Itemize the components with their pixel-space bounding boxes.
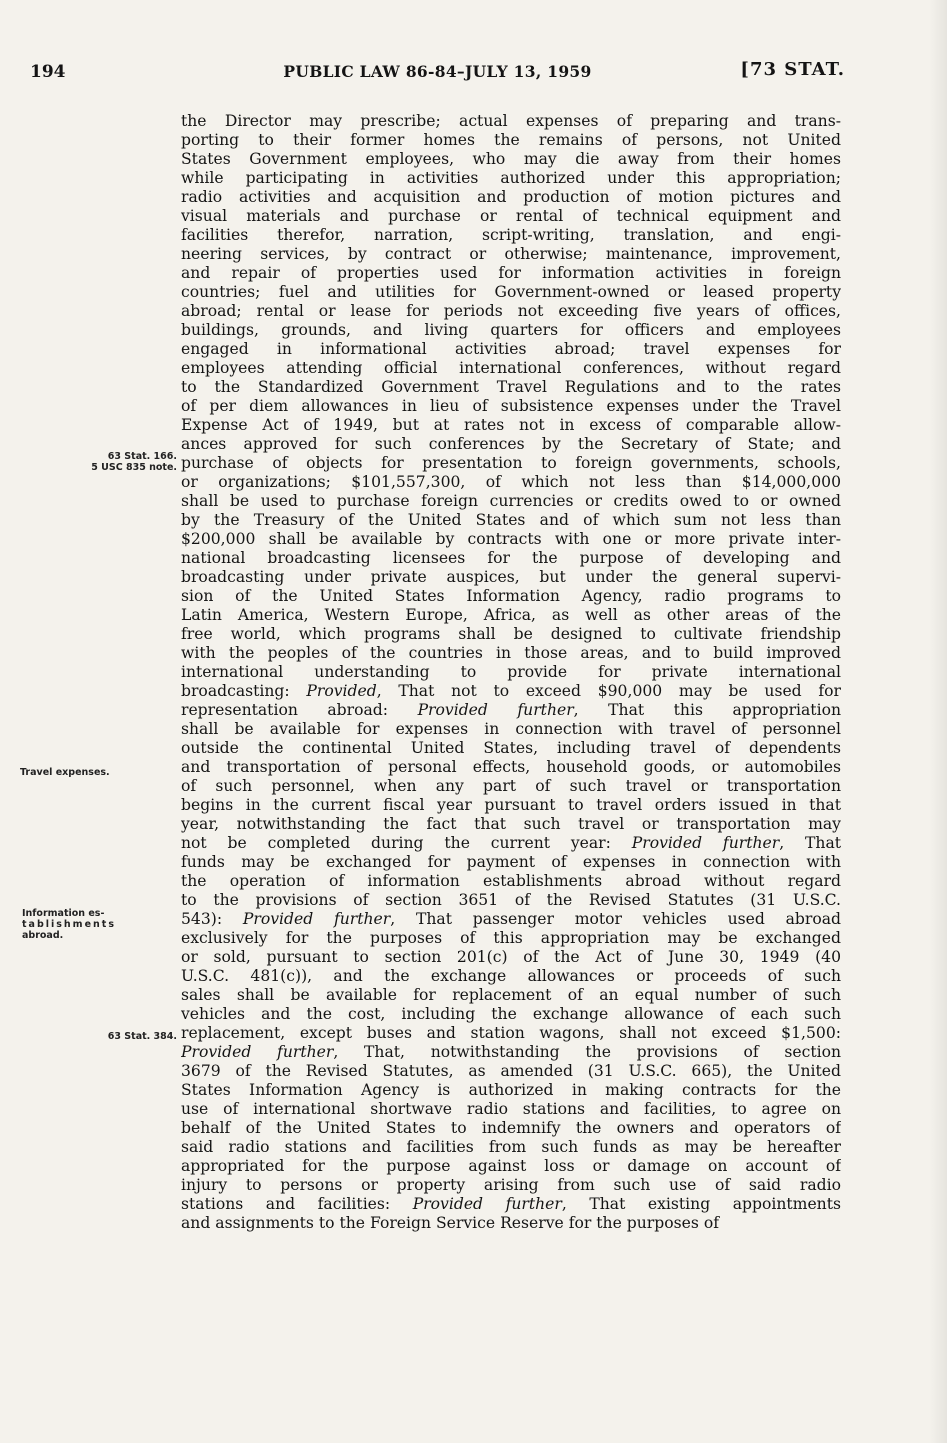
body-line: of such personnel, when any part of such travel or transportation bbox=[181, 777, 841, 795]
body-line: funds may be exchanged for payment of expenses in connection with bbox=[181, 853, 841, 871]
body-line: sion of the United States Information Agency, radio programs to bbox=[181, 587, 841, 605]
margin-note-line: 63 Stat. 384. bbox=[107, 1031, 177, 1042]
body-line: exclusively for the purposes of this appropriation may be exchanged bbox=[181, 929, 841, 947]
body-line: Latin America, Western Europe, Africa, as well as other areas of the bbox=[181, 606, 841, 624]
body-line: States Information Agency is authorized in making contracts for the bbox=[181, 1081, 841, 1099]
body-line: $200,000 shall be available by contracts with one or more private inter- bbox=[181, 530, 841, 548]
body-line: neering services, by contract or otherwise; maintenance, improvement, bbox=[181, 245, 841, 263]
margin-note-travel-expenses bbox=[20, 767, 195, 778]
body-line: free world, which programs shall be designed to cultivate friendship bbox=[181, 625, 841, 643]
body-line: the Director may prescribe; actual expenses of preparing and trans- bbox=[181, 112, 841, 130]
statute-body-text bbox=[181, 112, 841, 1233]
body-line: radio activities and acquisition and production of motion pictures and bbox=[181, 188, 841, 206]
body-line: 3679 of the Revised Statutes, as amended (31 U.S.C. 665), the United bbox=[181, 1062, 841, 1080]
body-line: representation abroad: Provided further, That this appropriation bbox=[181, 701, 841, 719]
body-line: international understanding to provide for private international bbox=[181, 663, 841, 681]
body-line: or organizations; $101,557,300, of which not less than $14,000,000 bbox=[181, 473, 841, 491]
body-line: of per diem allowances in lieu of subsistence expenses under the Travel bbox=[181, 397, 841, 415]
body-line: and assignments to the Foreign Service Reserve for the purposes of bbox=[181, 1214, 719, 1232]
body-line: national broadcasting licensees for the purpose of developing and bbox=[181, 549, 841, 567]
body-line: replacement, except buses and station wagons, shall not exceed $1,500: bbox=[181, 1024, 841, 1042]
body-line: and transportation of personal effects, household goods, or automobiles bbox=[181, 758, 841, 776]
body-line: appropriated for the purpose against loss or damage on account of bbox=[181, 1157, 841, 1175]
body-line: injury to persons or property arising from such use of said radio bbox=[181, 1176, 841, 1194]
body-line: porting to their former homes the remains of persons, not United bbox=[181, 131, 841, 149]
body-line: by the Treasury of the United States and of which sum not less than bbox=[181, 511, 841, 529]
body-line: broadcasting: Provided, That not to exceed $90,000 may be used for bbox=[181, 682, 841, 700]
page-header bbox=[30, 59, 845, 92]
body-line: visual materials and purchase or rental of technical equipment and bbox=[181, 207, 841, 225]
body-line: buildings, grounds, and living quarters for officers and employees bbox=[181, 321, 841, 339]
body-line: abroad; rental or lease for periods not exceeding five years of offices, bbox=[181, 302, 841, 320]
body-line: purchase of objects for presentation to foreign governments, schools, bbox=[181, 454, 841, 472]
body-line: with the peoples of the countries in those areas, and to build improved bbox=[181, 644, 841, 662]
margin-note-line: Information es- bbox=[22, 908, 105, 919]
margin-note-line: abroad. bbox=[22, 930, 64, 941]
margin-note-line: 63 Stat. 166. bbox=[107, 451, 177, 462]
margin-note-information-establishments bbox=[22, 908, 182, 941]
body-line: and repair of properties used for information activities in foreign bbox=[181, 264, 841, 282]
body-line: broadcasting under private auspices, but under the general supervi- bbox=[181, 568, 841, 586]
body-line: stations and facilities: Provided further, That existing appointments bbox=[181, 1195, 841, 1213]
body-line: U.S.C. 481(c)), and the exchange allowances or proceeds of such bbox=[181, 967, 841, 985]
body-line: to the Standardized Government Travel Regulations and to the rates bbox=[181, 378, 841, 396]
page-fold-shadow bbox=[929, 0, 947, 1443]
page-number: 194 bbox=[30, 62, 66, 82]
body-line: while participating in activities authorized under this appropriation; bbox=[181, 169, 841, 187]
margin-note-line: tablishments bbox=[22, 919, 116, 930]
body-line: Expense Act of 1949, but at rates not in excess of comparable allow- bbox=[181, 416, 841, 434]
margin-note-stat-166 bbox=[22, 451, 177, 473]
body-line: use of international shortwave radio stations and facilities, to agree on bbox=[181, 1100, 841, 1118]
volume-reference: [73 STAT. bbox=[740, 59, 845, 80]
margin-note-line: Travel expenses. bbox=[20, 767, 110, 778]
body-line: shall be available for expenses in connection with travel of personnel bbox=[181, 720, 841, 738]
body-line: sales shall be available for replacement of an equal number of such bbox=[181, 986, 841, 1004]
body-line: to the provisions of section 3651 of the Revised Statutes (31 U.S.C. bbox=[181, 891, 841, 909]
body-line: begins in the current fiscal year pursuant to travel orders issued in that bbox=[181, 796, 841, 814]
body-line: the operation of information establishments abroad without regard bbox=[181, 872, 841, 890]
body-line: year, notwithstanding the fact that such travel or transportation may bbox=[181, 815, 841, 833]
body-line: behalf of the United States to indemnify the owners and operators of bbox=[181, 1119, 841, 1137]
body-line: not be completed during the current year: Provided further, That bbox=[181, 834, 841, 852]
body-line: outside the continental United States, including travel of dependents bbox=[181, 739, 841, 757]
body-line: 543): Provided further, That passenger motor vehicles used abroad bbox=[181, 910, 841, 928]
body-line: countries; fuel and utilities for Government-owned or leased property bbox=[181, 283, 841, 301]
body-line: Provided further, That, notwithstanding the provisions of section bbox=[181, 1043, 841, 1061]
body-line: shall be used to purchase foreign currencies or credits owed to or owned bbox=[181, 492, 841, 510]
margin-note-line: 5 USC 835 note. bbox=[91, 462, 177, 473]
body-line: or sold, pursuant to section 201(c) of the Act of June 30, 1949 (40 bbox=[181, 948, 841, 966]
body-line: vehicles and the cost, including the exchange allowance of each such bbox=[181, 1005, 841, 1023]
body-line: engaged in informational activities abroad; travel expenses for bbox=[181, 340, 841, 358]
margin-note-stat-384 bbox=[22, 1031, 177, 1042]
body-line: States Government employees, who may die away from their homes bbox=[181, 150, 841, 168]
body-line: said radio stations and facilities from such funds as may be hereafter bbox=[181, 1138, 841, 1156]
running-title: PUBLIC LAW 86-84–JULY 13, 1959 bbox=[283, 62, 592, 81]
body-line: employees attending official international conferences, without regard bbox=[181, 359, 841, 377]
body-line: facilities therefor, narration, script-writing, translation, and engi- bbox=[181, 226, 841, 244]
body-line: ances approved for such conferences by the Secretary of State; and bbox=[181, 435, 841, 453]
